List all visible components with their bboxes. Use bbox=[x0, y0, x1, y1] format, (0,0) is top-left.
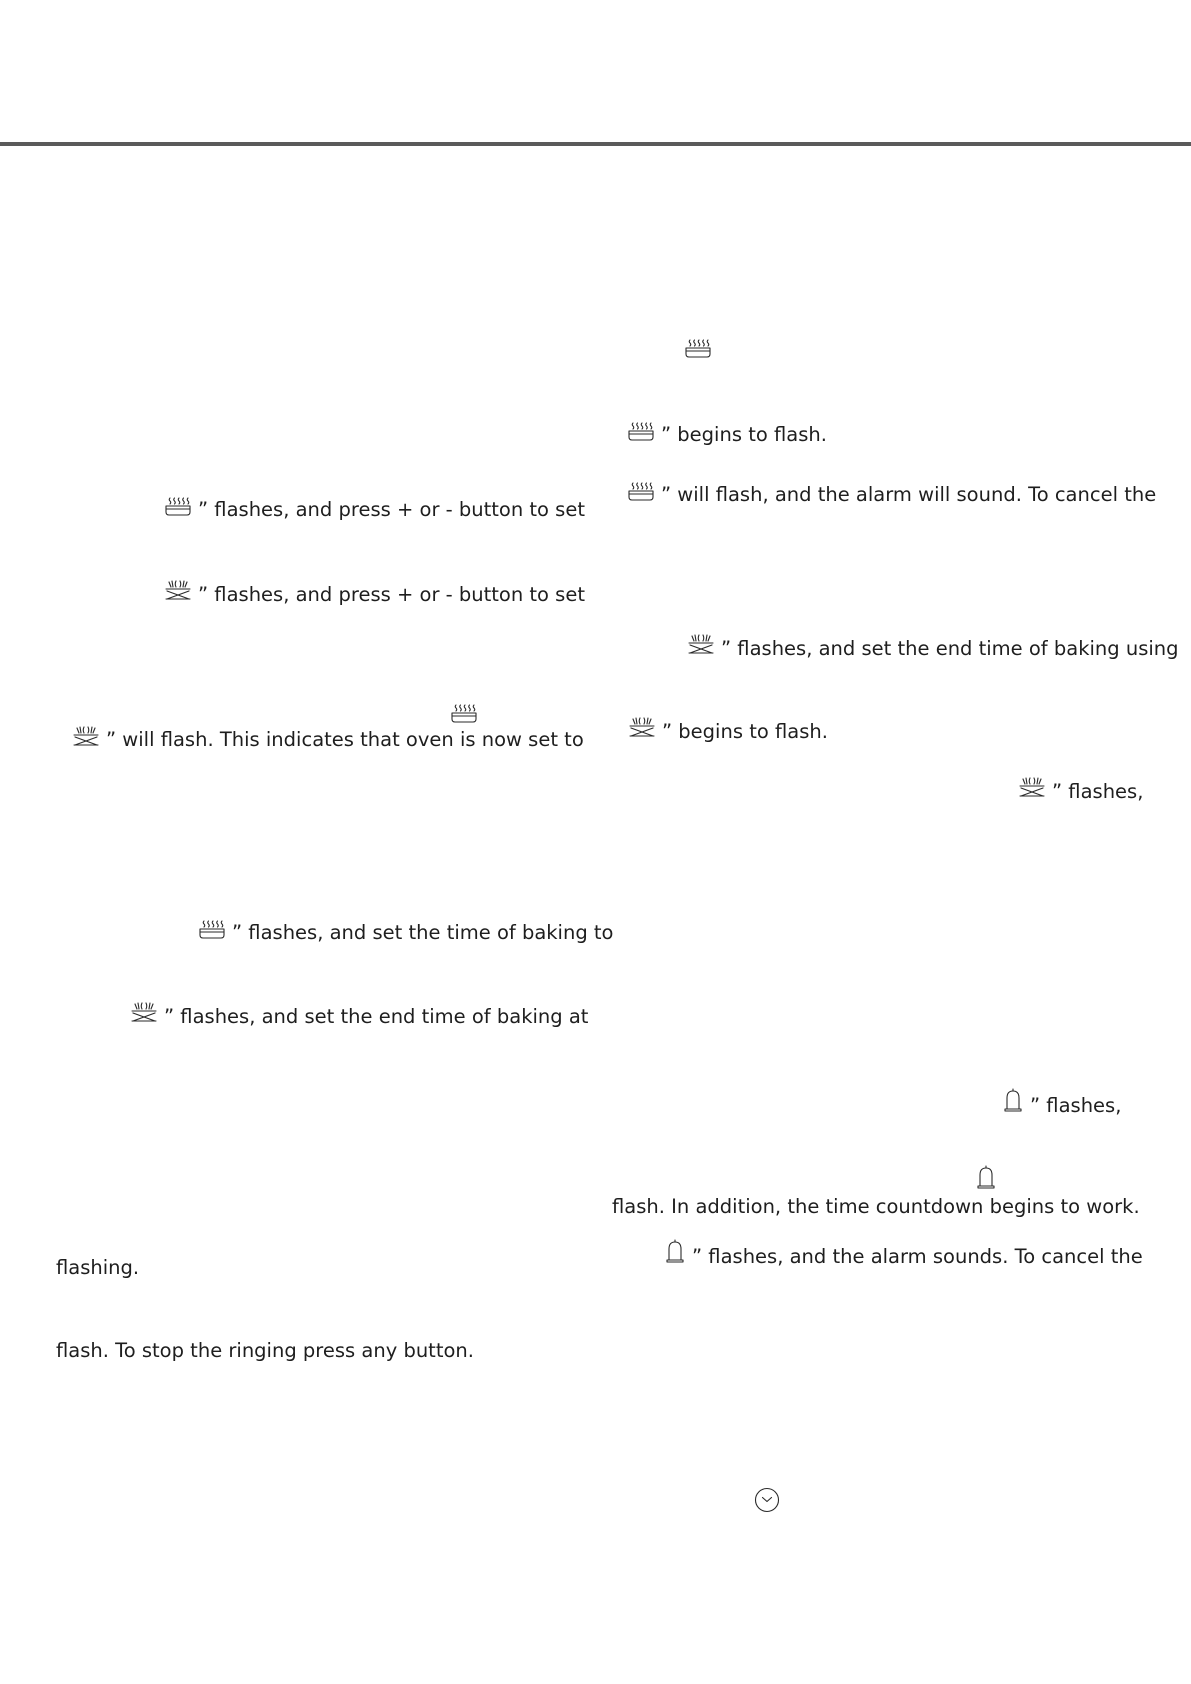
left-line-6-text: flashing. bbox=[56, 1256, 140, 1279]
right-line-2-text: ” will flash, and the alarm will sound. To cancel the bbox=[661, 483, 1157, 506]
bell-icon bbox=[976, 1165, 996, 1191]
left-line-5-text: ” flashes, and set the end time of baking at bbox=[164, 1005, 589, 1028]
grill-heat-icon bbox=[1019, 777, 1045, 797]
bell-icon bbox=[1003, 1088, 1023, 1114]
left-line-1-text: ” flashes, and press + or - button to set bbox=[198, 498, 585, 521]
right-line-1 bbox=[628, 423, 827, 447]
bell-icon bbox=[665, 1239, 685, 1265]
right-line-5 bbox=[1019, 780, 1143, 804]
right-line-5-text: ” flashes, bbox=[1052, 780, 1144, 803]
bottom-heat-icon bbox=[199, 919, 225, 939]
left-line-4-text: ” flashes, and set the time of baking to bbox=[232, 921, 614, 944]
header-rule bbox=[0, 142, 1191, 146]
right-line-7-text: flash. In addition, the time countdown begins to work. bbox=[612, 1195, 1140, 1218]
right-line-3-text: ” flashes, and set the end time of baking using bbox=[721, 637, 1179, 660]
left-line-3-text: ” will flash. This indicates that oven is now set to bbox=[106, 728, 584, 751]
bottom-heat-icon bbox=[451, 703, 477, 723]
bottom-heat-icon bbox=[628, 421, 654, 441]
right-line-6 bbox=[1001, 1094, 1121, 1118]
right-line-8 bbox=[665, 1245, 1143, 1269]
bottom-heat-icon bbox=[165, 496, 191, 516]
bottom-heat-icon bbox=[628, 481, 654, 501]
clock-icon bbox=[754, 1487, 780, 1513]
right-line-7 bbox=[612, 1195, 1140, 1219]
left-line-5 bbox=[131, 1005, 588, 1029]
right-line-1-text: ” begins to flash. bbox=[661, 423, 827, 446]
right-line-6-text: ” flashes, bbox=[1030, 1094, 1122, 1117]
right-line-8-text: ” flashes, and the alarm sounds. To cancel the bbox=[692, 1245, 1143, 1268]
grill-heat-icon bbox=[73, 726, 99, 746]
left-line-7-text: flash. To stop the ringing press any button. bbox=[56, 1339, 474, 1362]
grill-heat-icon bbox=[131, 1002, 157, 1022]
left-line-2-text: ” flashes, and press + or - button to set bbox=[198, 583, 585, 606]
grill-heat-icon bbox=[165, 580, 191, 600]
left-line-3 bbox=[73, 728, 584, 752]
left-line-7 bbox=[56, 1339, 474, 1363]
left-line-4 bbox=[199, 921, 614, 945]
right-line-4-text: ” begins to flash. bbox=[662, 720, 828, 743]
right-line-3 bbox=[688, 637, 1179, 661]
grill-heat-icon bbox=[688, 634, 714, 654]
bottom-heat-icon bbox=[685, 338, 711, 358]
grill-heat-icon bbox=[629, 717, 655, 737]
left-line-2 bbox=[165, 583, 585, 607]
right-line-4 bbox=[629, 720, 828, 744]
right-line-2 bbox=[628, 483, 1156, 507]
left-line-1 bbox=[165, 498, 585, 522]
left-line-6 bbox=[56, 1256, 139, 1280]
